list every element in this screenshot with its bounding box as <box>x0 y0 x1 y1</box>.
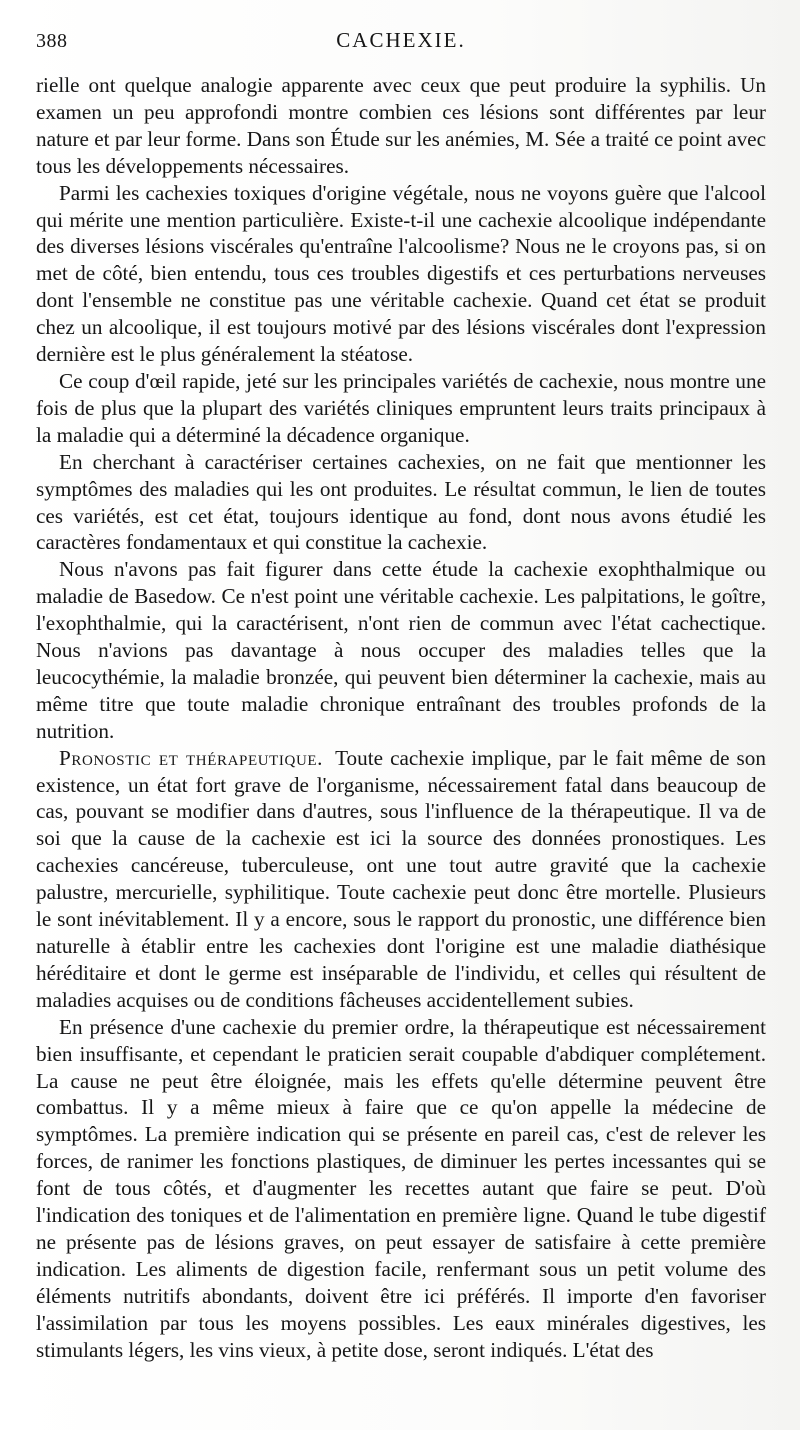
paragraph-prognosis-text: Toute cachexie implique, par le fait même de son existence, un état fort grave de l'organisme, nécessairement fatal dans beaucoup de cas, pouvant se modifier dans d'autres, sous l'influence de la thérapeutique. Il va de soi que la cause de la cachexie est ici la source des données pronostiques. Les cachexies cancéreuse, tuberculeuse, ont une tout autre gravité que la cachexie palustre, mercurielle, syphilitique. Toute cachexie peut donc être mortelle. Plusieurs le sont inévitablement. Il y a encore, sous le rapport du pronostic, une différence bien naturelle à établir entre les cachexies dont l'origine est une maladie diathésique héréditaire et dont le germe est inséparable de l'individu, et celles qui résultent de maladies acquises ou de conditions fâcheuses accidentellement subies. <box>36 745 766 1012</box>
paragraph-continuation: rielle ont quelque analogie apparente avec ceux que peut produire la syphilis. Un examen un peu approfondi montre combien ces lésions sont différentes par leur nature et par leur forme. Dans son Étude sur les anémies, M. Sée a traité ce point avec tous les développements nécessaires. <box>36 73 766 178</box>
page-number: 388 <box>36 30 68 52</box>
paragraph-overview: Ce coup d'œil rapide, jeté sur les principales variétés de cachexie, nous montre une fois de plus que la plupart des variétés cliniques empruntent leurs traits principaux à la maladie qui a déterminé la décadence organique. <box>36 368 766 447</box>
paragraph-basedow: Nous n'avons pas fait figurer dans cette étude la cachexie exophthalmique ou maladie de Basedow. Ce n'est point une véritable cachexie. Les palpitations, le goître, l'exophthalmie, qui la caractérisent, n'ont rien de commun avec l'état cachectique. Nous n'avions pas davantage à nous occuper des maladies telles que la leucocythémie, la maladie bronzée, qui peuvent bien déterminer la cachexie, mais au même titre que toute maladie chronique entraînant des troubles profonds de la nutrition. <box>36 557 766 743</box>
paragraph-alcohol-cachexia: Parmi les cachexies toxiques d'origine végétale, nous ne voyons guère que l'alcool qui mérite une mention particulière. Existe-t-il une cachexie alcoolique indépendante des diverses lésions viscérales qu'entraîne l'alcoolisme? Nous ne le croyons pas, si on met de côté, bien entendu, tous ces troubles digestifs et ces perturbations nerveuses dont l'ensemble ne constitue pas une véritable cachexie. Quand cet état se produit chez un alcoolique, il est toujours motivé par des lésions viscérales dont l'expression dernière est le plus généralement la stéatose. <box>36 180 766 367</box>
body-text <box>36 72 766 1364</box>
paragraph-prognosis <box>36 745 766 1014</box>
page-header <box>36 26 766 56</box>
section-heading-prognosis: Pronostic et thérapeutique. <box>59 745 324 770</box>
paragraph-therapeutics: En présence d'une cachexie du premier ordre, la thérapeutique est nécessairement bien insuffisante, et cependant le praticien serait coupable d'abdiquer complétement. La cause ne peut être éloignée, mais les effets qu'elle détermine peuvent être combattus. Il y a même mieux à faire que ce qu'on appelle la médecine de symptômes. La première indication qui se présente en pareil cas, c'est de relever les forces, de ranimer les fonctions plastiques, de diminuer les pertes incessantes qui se font de tous côtés, et d'augmenter les recettes autant que faire se peut. D'où l'indication des toniques et de l'alimentation en première ligne. Quand le tube digestif ne présente pas de lésions graves, on peut essayer de satisfaire à cette première indication. Les aliments de digestion facile, renfermant sous un petit volume des éléments nutritifs abondants, doivent être ici préférés. Il importe d'en favoriser l'assimilation par tous les moyens possibles. Les eaux minérales digestives, les stimulants légers, les vins vieux, à petite dose, seront indiqués. L'état des <box>36 1014 766 1362</box>
paragraph-characterization: En cherchant à caractériser certaines cachexies, on ne fait que mentionner les symptômes des maladies qui les ont produites. Le résultat commun, le lien de toutes ces variétés, est cet état, toujours identique au fond, dont nous avons étudié les caractères fondamentaux et qui constitue la cachexie. <box>36 449 766 555</box>
running-title: CACHEXIE. <box>336 28 466 52</box>
